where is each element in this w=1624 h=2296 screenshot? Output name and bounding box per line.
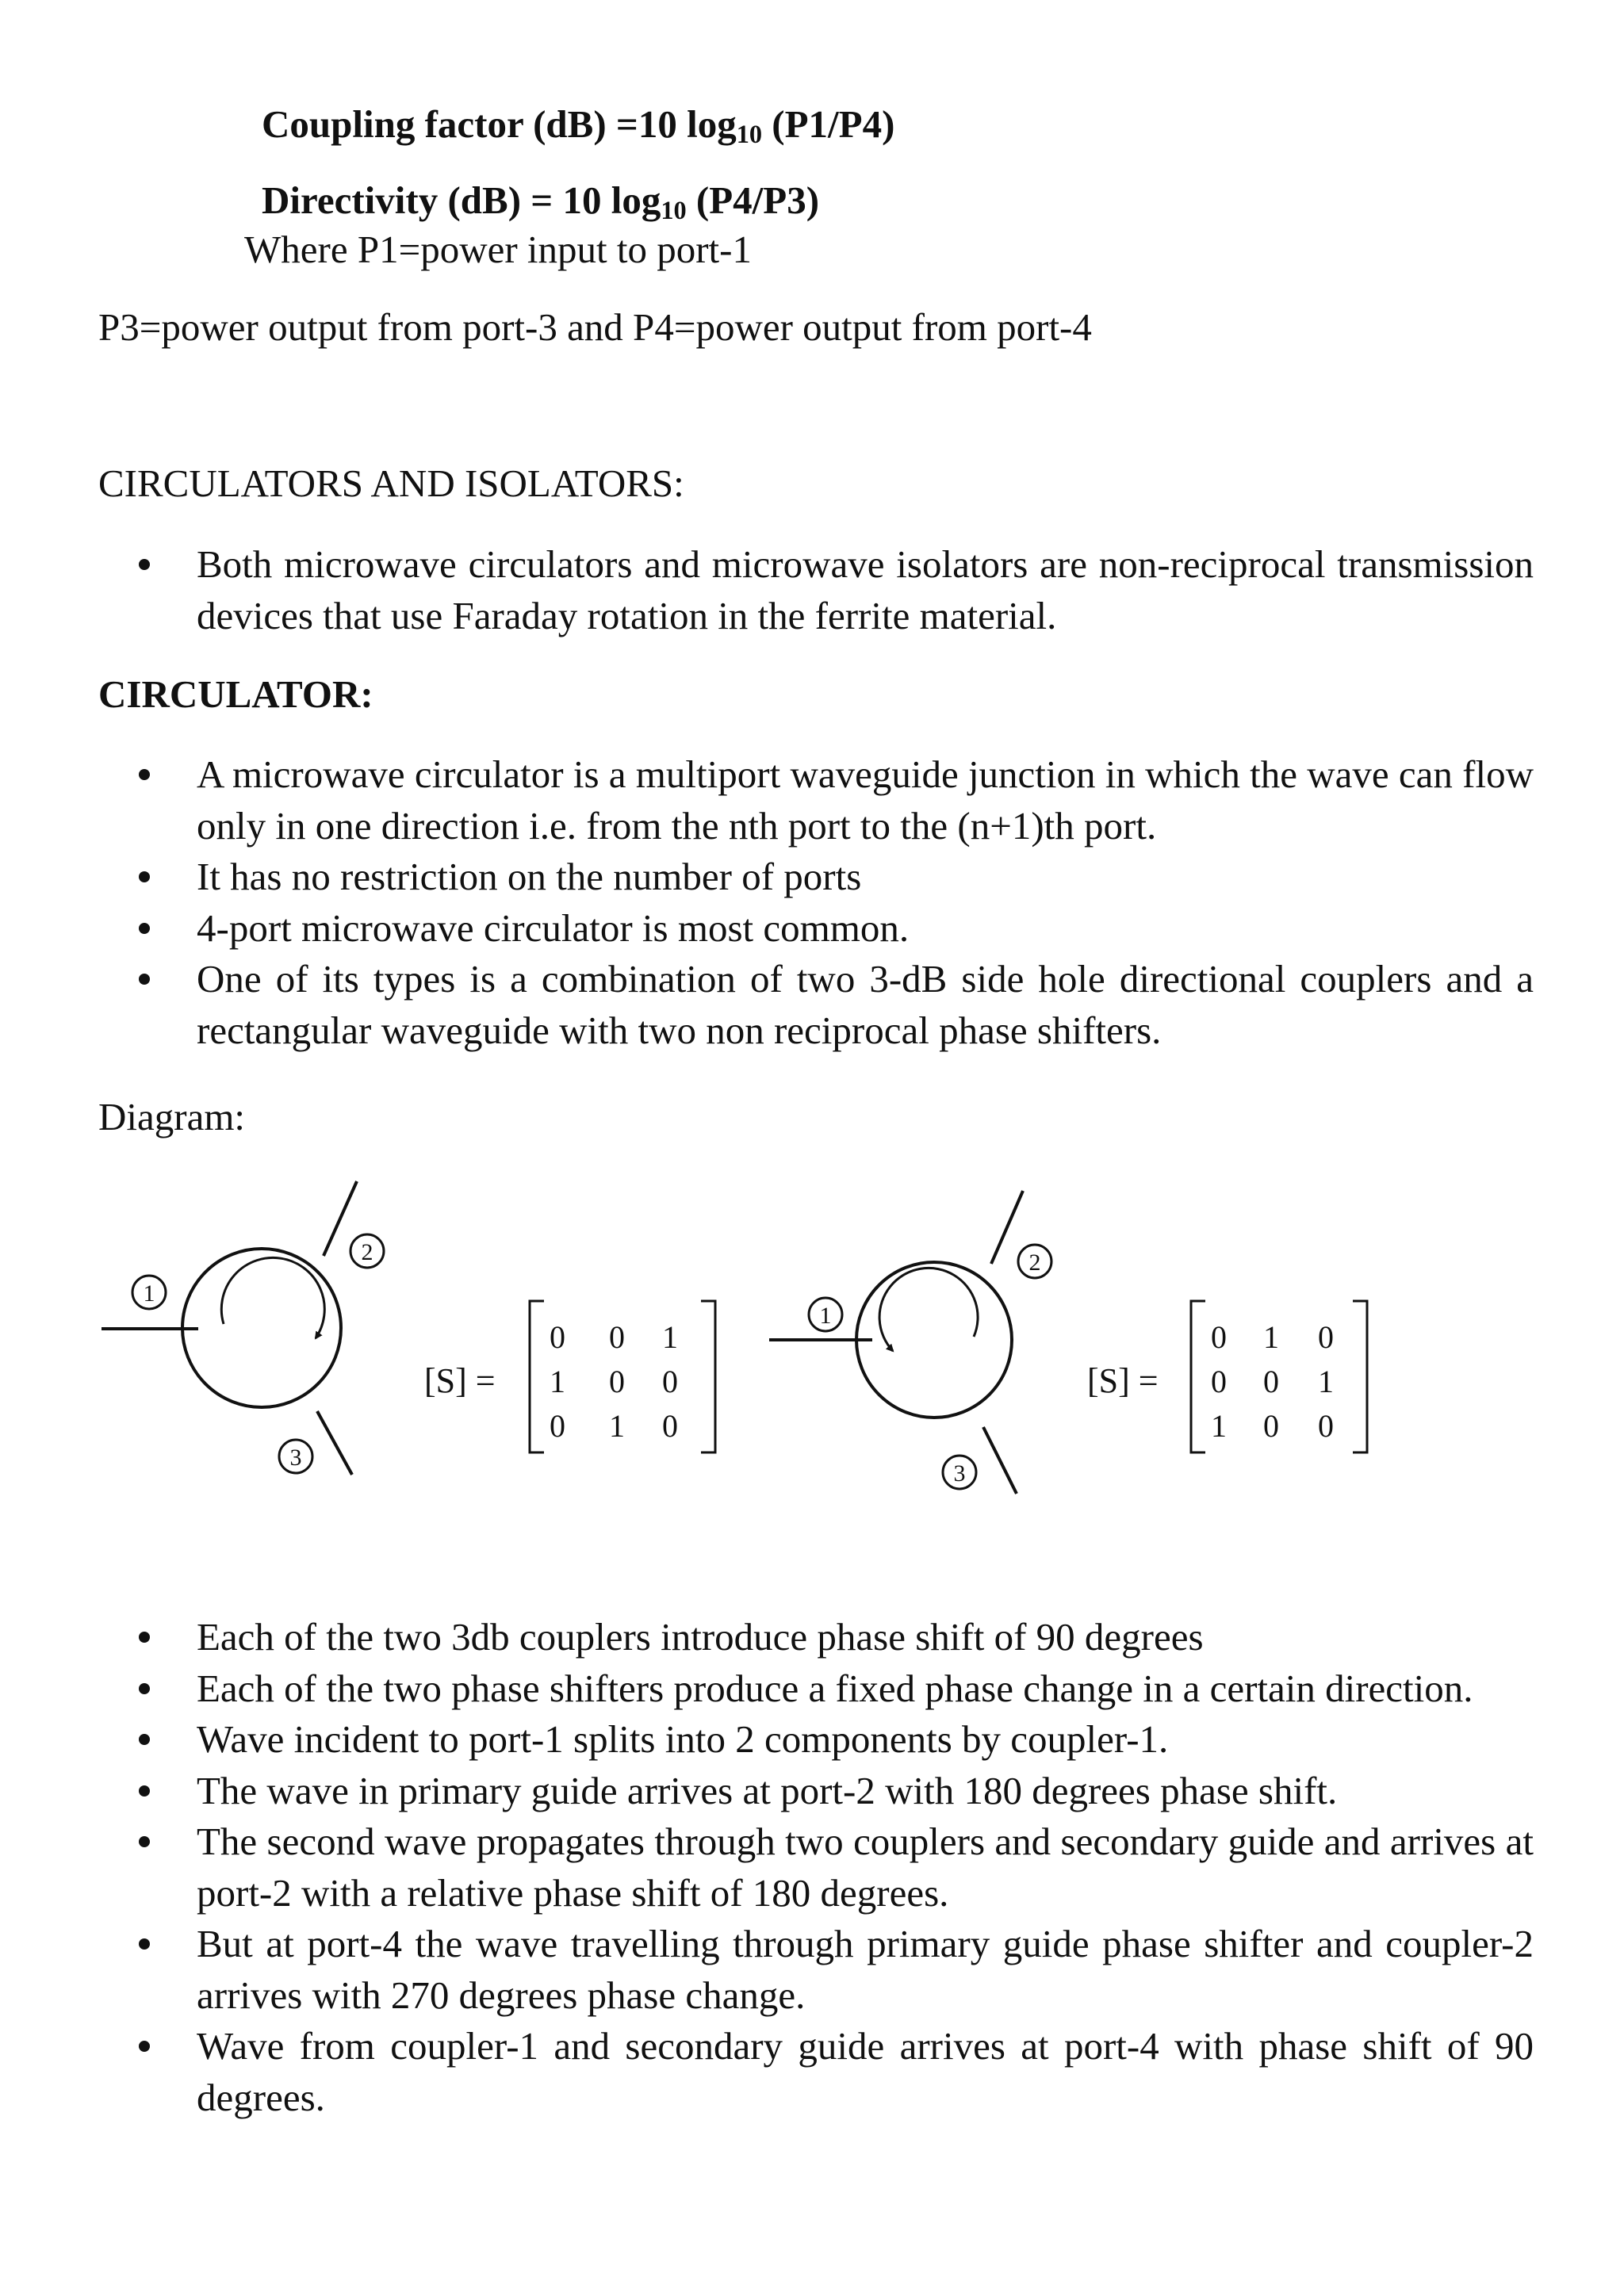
port-1-label: 1 <box>143 1280 155 1307</box>
circulators-isolators-heading: CIRCULATORS AND ISOLATORS: <box>98 461 684 505</box>
matrix-cell: 1 <box>609 1408 625 1444</box>
list-item: One of its types is a combination of two 3-dB side hole directional couplers and a rectangular waveguide with two non reciprocal phase shifters. <box>98 954 1534 1056</box>
port-2-line <box>991 1191 1023 1264</box>
port-3-line <box>317 1411 352 1475</box>
matrix-cell: 1 <box>1263 1319 1279 1355</box>
coupling-factor-formula <box>262 100 894 149</box>
list-item: It has no restriction on the number of ports <box>98 851 1534 903</box>
matrix-cell: 1 <box>662 1319 678 1355</box>
list-item: The wave in primary guide arrives at port-2 with 180 degrees phase shift. <box>98 1766 1534 1817</box>
junction-circle <box>856 1262 1012 1418</box>
matrix-cell: 0 <box>1318 1319 1334 1355</box>
port-3-line <box>983 1427 1017 1494</box>
list-item: But at port-4 the wave travelling through primary guide phase shifter and coupler-2 arrives with 270 degrees phase change. <box>98 1919 1534 2021</box>
list-item: 4-port microwave circulator is most common. <box>98 903 1534 955</box>
directivity-formula-text: Directivity (dB) = 10 log <box>262 178 661 222</box>
circulator-bullet-list <box>98 749 1534 1056</box>
matrix-label: [S] = <box>424 1361 496 1400</box>
list-item: Each of the two phase shifters produce a fixed phase change in a certain direction. <box>98 1663 1534 1715</box>
port-2-label: 2 <box>1028 1249 1041 1276</box>
right-bracket <box>1353 1301 1367 1452</box>
circulator-heading: CIRCULATOR: <box>98 672 373 716</box>
directivity-formula-ratio: (P4/P3) <box>686 178 820 222</box>
counterclockwise-arrow <box>879 1268 978 1351</box>
left-circulator-symbol <box>102 1181 357 1475</box>
directivity-formula <box>262 176 819 225</box>
list-item: A microwave circulator is a multiport waveguide junction in which the wave can flow only in one direction i.e. from the nth port to the (n+1)th port. <box>98 749 1534 851</box>
matrix-cell: 0 <box>1263 1408 1279 1444</box>
right-bracket <box>701 1301 715 1452</box>
p3-p4-definition-line: P3=power output from port-3 and P4=power output from port-4 <box>98 305 1092 349</box>
matrix-cell: 0 <box>609 1319 625 1355</box>
matrix-cell: 0 <box>662 1364 678 1399</box>
right-s-matrix <box>1087 1301 1367 1452</box>
matrix-cell: 0 <box>1318 1408 1334 1444</box>
coupling-formula-text: Coupling factor (dB) =10 log <box>262 102 737 146</box>
right-port-labels <box>809 1245 1051 1489</box>
junction-circle <box>182 1249 341 1407</box>
matrix-label: [S] = <box>1087 1361 1159 1400</box>
left-port-labels <box>132 1234 384 1473</box>
list-item: Wave from coupler-1 and secondary guide arrives at port-4 with phase shift of 90 degrees. <box>98 2021 1534 2123</box>
matrix-cell: 0 <box>1211 1364 1227 1399</box>
left-s-matrix <box>424 1301 715 1452</box>
coupling-formula-ratio: (P1/P4) <box>762 102 895 146</box>
circulator-diagram <box>0 1158 1624 1522</box>
matrix-cell: 1 <box>1318 1364 1334 1399</box>
list-item: Each of the two 3db couplers introduce phase shift of 90 degrees <box>98 1612 1534 1663</box>
coupling-formula-subscript: 10 <box>736 120 763 149</box>
port-2-label: 2 <box>361 1239 373 1265</box>
diagram-label: Diagram: <box>98 1095 246 1138</box>
left-bracket <box>1191 1301 1205 1452</box>
matrix-cell: 1 <box>550 1364 565 1399</box>
right-circulator-symbol <box>769 1191 1023 1494</box>
list-item: Wave incident to port-1 splits into 2 components by coupler-1. <box>98 1714 1534 1766</box>
port-3-label: 3 <box>953 1460 966 1487</box>
matrix-cell: 1 <box>1211 1408 1227 1444</box>
matrix-cell: 0 <box>609 1364 625 1399</box>
list-item: The second wave propagates through two couplers and secondary guide and arrives at port-2 with a relative phase shift of 180 degrees. <box>98 1816 1534 1919</box>
directivity-formula-subscript: 10 <box>661 196 687 225</box>
matrix-cell: 0 <box>662 1408 678 1444</box>
port-3-label: 3 <box>289 1445 302 1471</box>
matrix-cell: 0 <box>1263 1364 1279 1399</box>
phase-shift-bullet-list <box>98 1612 1534 2123</box>
clockwise-arrow <box>221 1257 324 1338</box>
circ-iso-bullet-list <box>98 539 1534 641</box>
matrix-cell: 0 <box>550 1408 565 1444</box>
matrix-cell: 0 <box>550 1319 565 1355</box>
where-p1-line: Where P1=power input to port-1 <box>244 228 752 271</box>
port-1-label: 1 <box>819 1303 832 1329</box>
list-item: Both microwave circulators and microwave isolators are non-reciprocal transmission devices that use Faraday rotation in the ferrite material. <box>98 539 1534 641</box>
matrix-cell: 0 <box>1211 1319 1227 1355</box>
left-bracket <box>530 1301 544 1452</box>
